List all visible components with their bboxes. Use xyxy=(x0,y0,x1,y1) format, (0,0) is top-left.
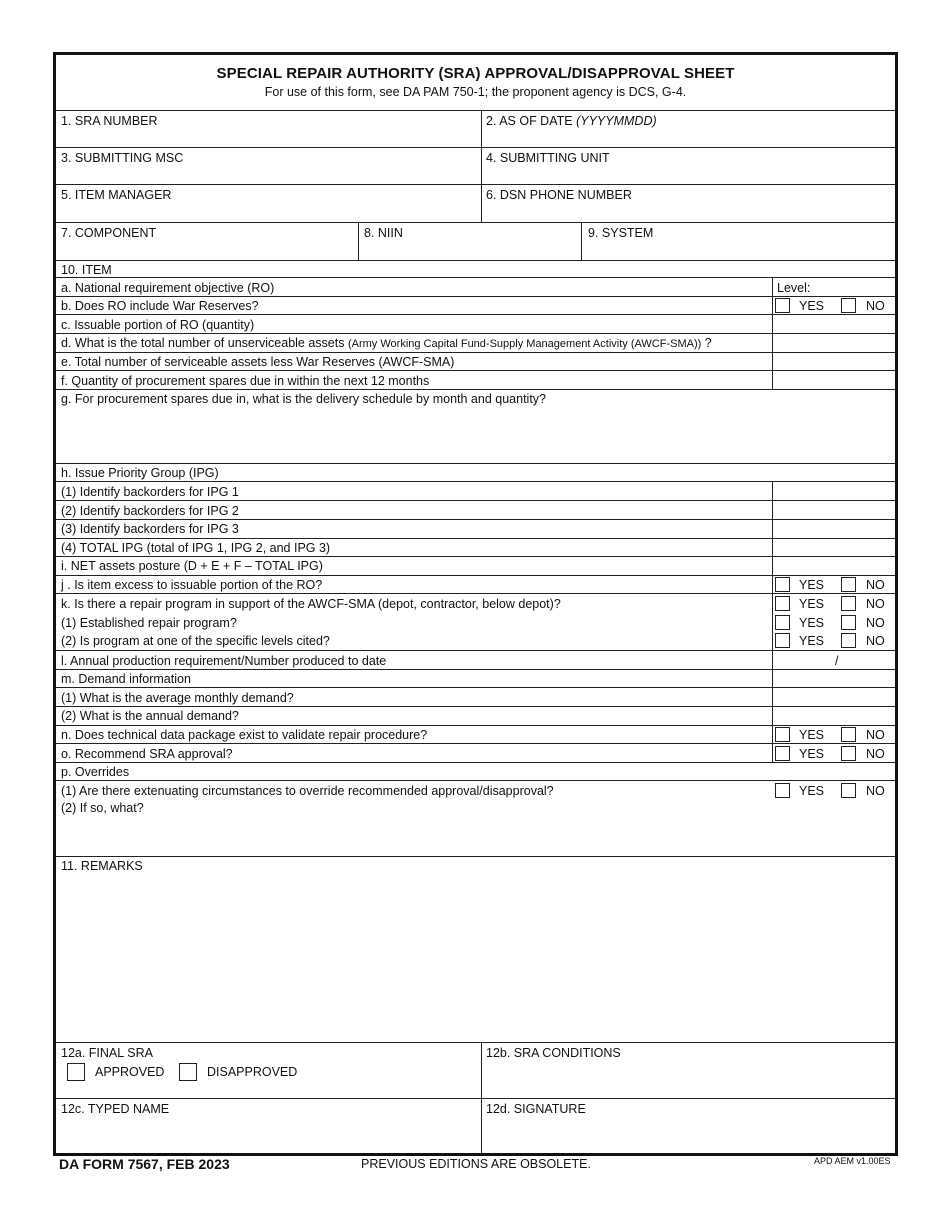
obsolete-notice: PREVIOUS EDITIONS ARE OBSOLETE. xyxy=(361,1157,591,1171)
b-yes-checkbox[interactable] xyxy=(775,298,790,313)
p1-yes-checkbox[interactable] xyxy=(775,783,790,798)
item-p-label: p. Overrides xyxy=(61,765,130,779)
item-p2-label: (2) If so, what? xyxy=(61,801,144,815)
form-container xyxy=(53,52,898,1156)
disapproved-label: DISAPPROVED xyxy=(207,1065,298,1079)
k2-no-label: NO xyxy=(866,634,885,648)
item-h2-label: (2) Identify backorders for IPG 2 xyxy=(61,504,239,518)
item-f-label: f. Quantity of procurement spares due in within the next 12 months xyxy=(61,374,430,388)
item-e-field[interactable] xyxy=(773,353,893,370)
item-c-label: c. Issuable portion of RO (quantity) xyxy=(61,318,255,332)
k-no-label: NO xyxy=(866,597,885,611)
item-h1-label: (1) Identify backorders for IPG 1 xyxy=(61,485,239,499)
item-m2-field[interactable] xyxy=(773,707,893,724)
j-no-checkbox[interactable] xyxy=(841,577,856,592)
niin-field[interactable] xyxy=(359,238,579,259)
j-yes-label: YES xyxy=(799,578,825,592)
o-no-checkbox[interactable] xyxy=(841,746,856,761)
item-g-label: g. For procurement spares due in, what is the delivery schedule by month and quantity? xyxy=(61,392,546,406)
as-of-date-field[interactable] xyxy=(482,125,893,147)
remarks-field[interactable] xyxy=(56,875,893,1041)
form-title: SPECIAL REPAIR AUTHORITY (SRA) APPROVAL/DISAPPROVAL SHEET xyxy=(216,65,735,82)
k-yes-checkbox[interactable] xyxy=(775,596,790,611)
submitting-msc-field[interactable] xyxy=(56,163,480,184)
b-no-label: NO xyxy=(866,299,885,313)
k-yes-label: YES xyxy=(799,597,825,611)
item-i-label: i. NET assets posture (D + E + F – TOTAL IPG) xyxy=(61,559,323,573)
item-k1-label: (1) Established repair program? xyxy=(61,616,237,630)
component-label: 7. COMPONENT xyxy=(61,226,157,240)
version-label: APD AEM v1.00ES xyxy=(814,1156,891,1166)
item-h2-field[interactable] xyxy=(773,501,893,518)
item-f-field[interactable] xyxy=(773,371,893,388)
item-manager-label: 5. ITEM MANAGER xyxy=(61,188,172,202)
form-id: DA FORM 7567, FEB 2023 xyxy=(59,1156,230,1172)
item-j-label: j . Is item excess to issuable portion of the RO? xyxy=(61,578,323,592)
item-h4-label: (4) TOTAL IPG (total of IPG 1, IPG 2, and IPG 3) xyxy=(61,541,331,555)
j-no-label: NO xyxy=(866,578,885,592)
b-yes-label: YES xyxy=(799,299,825,313)
item-h3-field[interactable] xyxy=(773,520,893,537)
item-m1-field[interactable] xyxy=(773,688,893,705)
level-label: Level: xyxy=(777,281,811,295)
item-p2-field[interactable] xyxy=(56,817,893,855)
item-label: 10. ITEM xyxy=(61,263,112,277)
k1-yes-label: YES xyxy=(799,616,825,630)
item-h4-field[interactable] xyxy=(773,539,893,556)
k2-no-checkbox[interactable] xyxy=(841,633,856,648)
item-c-field[interactable] xyxy=(773,315,893,332)
remarks-label: 11. REMARKS xyxy=(61,859,143,873)
item-manager-field[interactable] xyxy=(56,200,480,221)
p1-yes-label: YES xyxy=(799,784,825,798)
sra-number-field[interactable] xyxy=(56,125,480,147)
p1-no-label: NO xyxy=(866,784,885,798)
submitting-unit-label: 4. SUBMITTING UNIT xyxy=(486,151,610,165)
annual-production-field[interactable] xyxy=(773,651,833,668)
item-h3-label: (3) Identify backorders for IPG 3 xyxy=(61,522,239,536)
o-yes-checkbox[interactable] xyxy=(775,746,790,761)
item-a-label: a. National requirement objective (RO) xyxy=(61,281,275,295)
item-p1-label: (1) Are there extenuating circumstances to override recommended approval/disapproval? xyxy=(61,784,554,798)
item-d-label: d. What is the total number of unserviceable assets (Army Working Capital Fund-Supply Management Activity (AWCF-SMA)) ? xyxy=(61,336,712,350)
k2-yes-checkbox[interactable] xyxy=(775,633,790,648)
signature-label: 12d. SIGNATURE xyxy=(486,1102,586,1116)
item-m1-label: (1) What is the average monthly demand? xyxy=(61,691,294,705)
item-h1-field[interactable] xyxy=(773,482,893,499)
b-no-checkbox[interactable] xyxy=(841,298,856,313)
form-subtitle: For use of this form, see DA PAM 750-1; the proponent agency is DCS, G-4. xyxy=(264,85,687,99)
approved-label: APPROVED xyxy=(95,1065,165,1079)
typed-name-label: 12c. TYPED NAME xyxy=(61,1102,170,1116)
niin-label: 8. NIIN xyxy=(364,226,403,240)
submitting-msc-label: 3. SUBMITTING MSC xyxy=(61,151,184,165)
submitting-unit-field[interactable] xyxy=(482,163,893,184)
item-g-field[interactable] xyxy=(56,407,893,462)
as-of-date-label: 2. AS OF DATE (YYYYMMDD) xyxy=(486,114,657,128)
item-i-field[interactable] xyxy=(773,557,893,574)
item-k-label: k. Is there a repair program in support of the AWCF-SMA (depot, contractor, below depot)? xyxy=(61,597,561,611)
n-no-checkbox[interactable] xyxy=(841,727,856,742)
k1-no-checkbox[interactable] xyxy=(841,615,856,630)
dsn-phone-field[interactable] xyxy=(482,200,893,221)
disapproved-checkbox[interactable] xyxy=(179,1063,197,1081)
item-d-field[interactable] xyxy=(773,334,893,351)
item-n-label: n. Does technical data package exist to validate repair procedure? xyxy=(61,728,428,742)
item-l-separator: / xyxy=(835,654,839,668)
sra-number-label: 1. SRA NUMBER xyxy=(61,114,158,128)
final-sra-label: 12a. FINAL SRA xyxy=(61,1046,153,1060)
item-h-label: h. Issue Priority Group (IPG) xyxy=(61,466,219,480)
system-field[interactable] xyxy=(583,238,893,259)
produced-to-date-field[interactable] xyxy=(843,651,893,668)
component-field[interactable] xyxy=(56,238,356,259)
typed-name-field[interactable] xyxy=(56,1117,480,1151)
n-yes-checkbox[interactable] xyxy=(775,727,790,742)
k1-yes-checkbox[interactable] xyxy=(775,615,790,630)
item-m2-label: (2) What is the annual demand? xyxy=(61,709,239,723)
item-e-label: e. Total number of serviceable assets less War Reserves (AWCF-SMA) xyxy=(61,355,455,369)
system-label: 9. SYSTEM xyxy=(588,226,654,240)
item-m-label: m. Demand information xyxy=(61,672,191,686)
sra-conditions-label: 12b. SRA CONDITIONS xyxy=(486,1046,621,1060)
p1-no-checkbox[interactable] xyxy=(841,783,856,798)
k1-no-label: NO xyxy=(866,616,885,630)
sra-conditions-field[interactable] xyxy=(482,1061,893,1097)
k-no-checkbox[interactable] xyxy=(841,596,856,611)
item-o-label: o. Recommend SRA approval? xyxy=(61,747,233,761)
item-b-label: b. Does RO include War Reserves? xyxy=(61,299,259,313)
k2-yes-label: YES xyxy=(799,634,825,648)
approved-checkbox[interactable] xyxy=(67,1063,85,1081)
signature-field[interactable] xyxy=(482,1117,893,1151)
dsn-phone-label: 6. DSN PHONE NUMBER xyxy=(486,188,632,202)
item-k2-label: (2) Is program at one of the specific levels cited? xyxy=(61,634,330,648)
o-yes-label: YES xyxy=(799,747,825,761)
j-yes-checkbox[interactable] xyxy=(775,577,790,592)
n-no-label: NO xyxy=(866,728,885,742)
n-yes-label: YES xyxy=(799,728,825,742)
o-no-label: NO xyxy=(866,747,885,761)
item-l-label: l. Annual production requirement/Number produced to date xyxy=(61,654,387,668)
